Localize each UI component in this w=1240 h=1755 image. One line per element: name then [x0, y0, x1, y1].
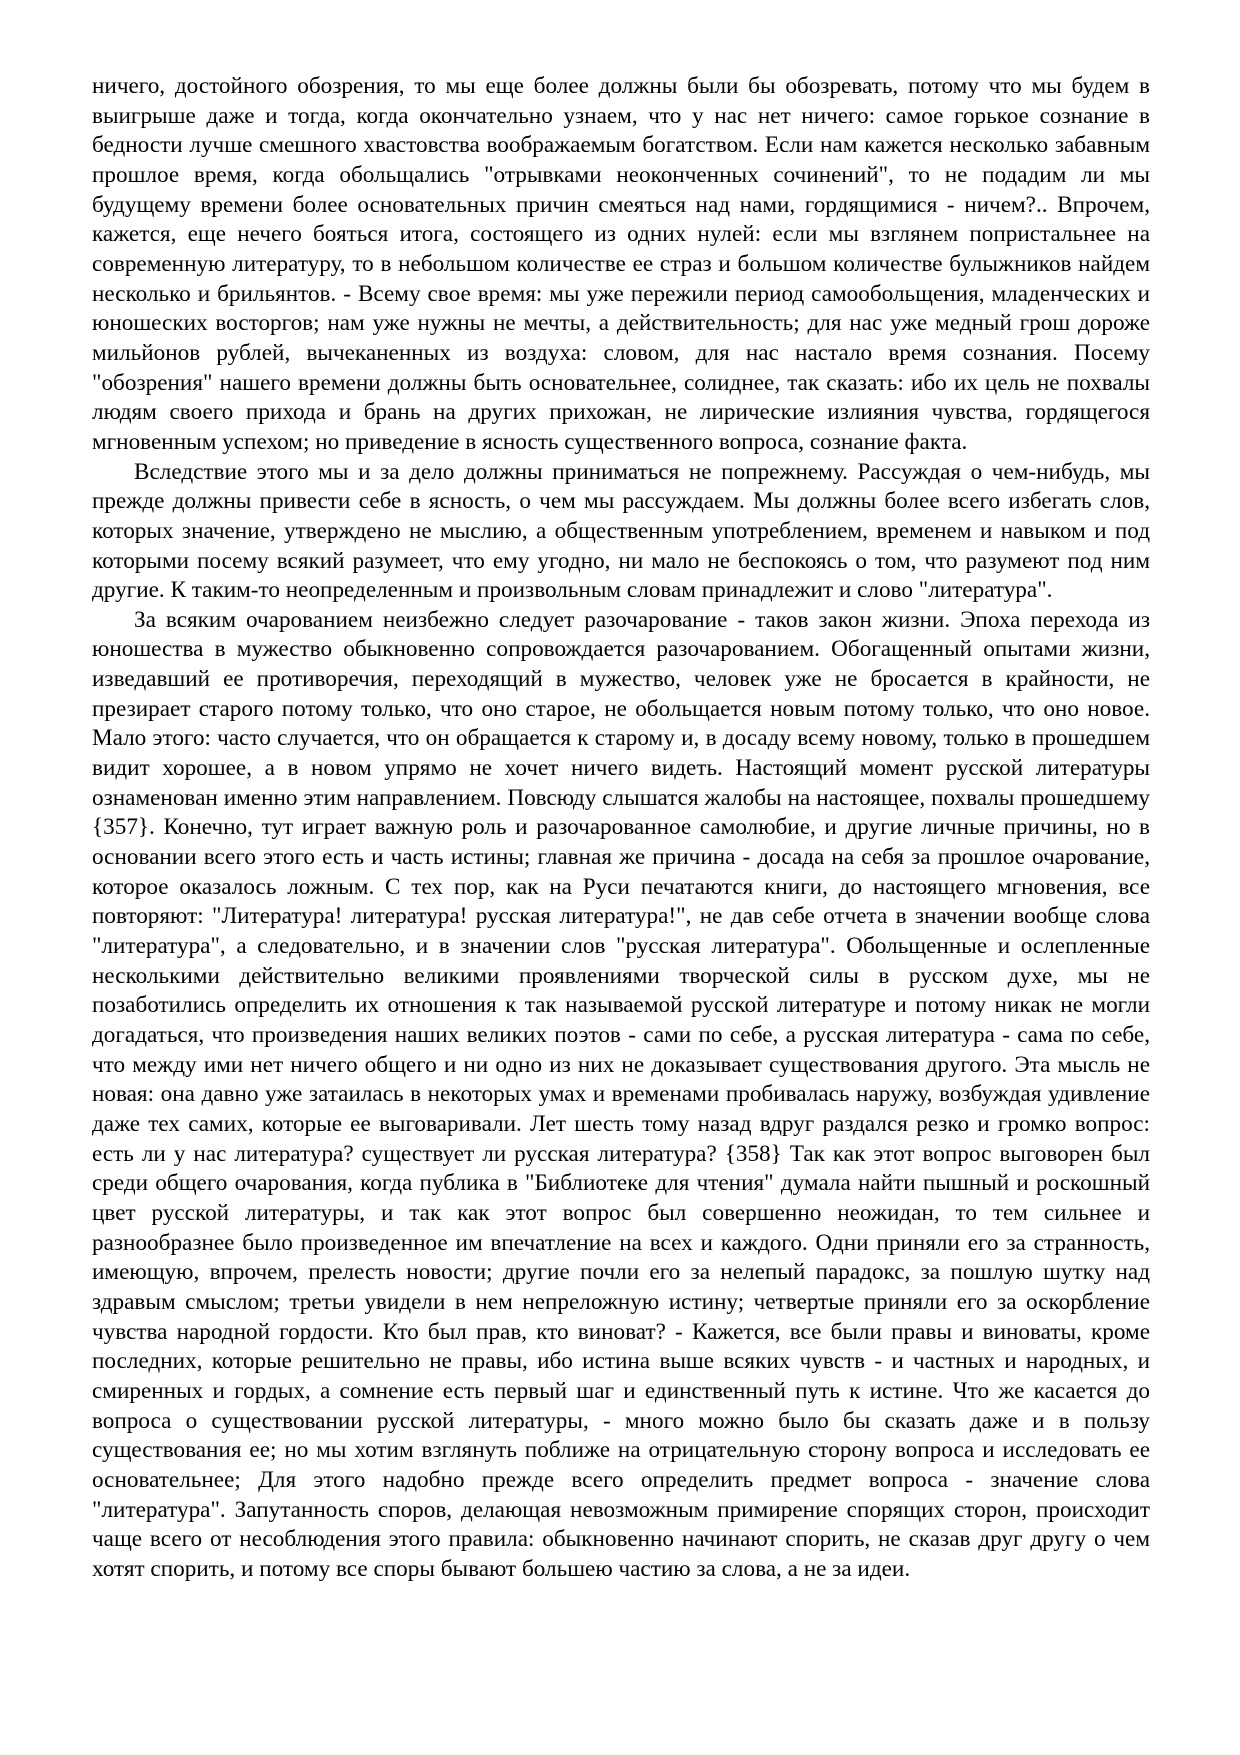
paragraph-continuation: ничего, достойного обозрения, то мы еще более должны были бы обозревать, потому что мы будем в выигрыше даже и тогда, когда окончательно узнаем, что у нас нет ничего: самое горькое сознание в бедности лучше смешного хвастовства воображаемым богатством. Если нам кажется несколько забавным прошлое время, когда обольщались "отрывками неоконченных сочинений", то не подадим ли мы будущему времени более основательных причин смеяться над нами, гордящимися - ничем?.. Впрочем, кажется, еще нечего бояться итога, состоящего из одних нулей: если мы взглянем попристальнее на современную литературу, то в небольшом количестве ее страз и большом количестве булыжников найдем несколько и брильянтов. - Всему свое время: мы уже пережили период самообольщения, младенческих и юношеских восторгов; нам уже нужны не мечты, а действительность; для нас уже медный грош дороже мильйонов рублей, вычеканенных из воздуха: словом, для нас настало время сознания. Посему "обозрения" нашего времени должны быть основательнее, солиднее, так сказать: ибо их цель не похвалы людям своего прихода и брань на других прихожан, не лирические излияния чувства, гордящегося мгновенным успехом; но приведение в ясность существенного вопроса, сознание факта. — [92, 73, 1150, 455]
paragraph-literature-definition: Вследствие этого мы и за дело должны приниматься не попрежнему. Рассуждая о чем-нибудь, мы прежде должны привести себе в ясность, о чем мы рассуждаем. Мы должны более всего избегать слов, которых значение, утверждено не мыслию, а общественным употреблением, временем и навыком и под которыми посему всякий разумеет, что ему угодно, ни мало не беспокоясь о том, что разумеют под ним другие. К таким-то неопределенным и произвольным словам принадлежит и слово "литература". — [92, 458, 1150, 604]
document-page — [92, 72, 1150, 1712]
paragraph-disenchantment: За всяким очарованием неизбежно следует разочарование - таков закон жизни. Эпоха перехода из юношества в мужество обыкновенно сопровождается разочарованием. Обогащенный опытами жизни, изведавший ее противоречия, переходящий в мужество, человек уже не бросается в крайности, не презирает старого потому только, что оно старое, не обольщается новым потому только, что оно новое. Мало этого: часто случается, что он обращается к старому и, в досаду всему новому, только в прошедшем видит хорошее, а в новом упрямо не хочет ничего видеть. Настоящий момент русской литературы ознаменован именно этим направлением. Повсюду слышатся жалобы на настоящее, похвалы прошедшему {357}. Конечно, тут играет важную роль и разочарованное самолюбие, и другие личные причины, но в основании всего этого есть и часть истины; главная же причина - досада на себя за прошлое очарование, которое оказалось ложным. С тех пор, как на Руси печатаются книги, до настоящего мгновения, все повторяют: "Литература! литература! русская литература!", не дав себе отчета в значении вообще слова "литература", а следовательно, и в значении слов "русская литература". Обольщенные и ослепленные несколькими действительно великими проявлениями творческой силы в русском духе, мы не позаботились определить их отношения к так называемой русской литературе и потому никак не могли догадаться, что произведения наших великих поэтов - сами по себе, а русская литература - сама по себе, что между ими нет ничего общего и ни одно из них не доказывает существования другого. Эта мысль не новая: она давно уже затаилась в некоторых умах и временами пробивалась наружу, возбуждая удивление даже тех самих, которые ее выговаривали. Лет шесть тому назад вдруг раздался резко и громко вопрос: есть ли у нас литература? существует ли русская литература? {358} Так как этот вопрос выговорен был среди общего очарования, когда публика в "Библиотеке для чтения" думала найти пышный и роскошный цвет русской литературы, и так как этот вопрос был совершенно неожидан, то тем сильнее и разнообразнее было произведенное им впечатление на всех и каждого. Одни приняли его за странность, имеющую, впрочем, прелесть новости; другие почли его за нелепый парадокс, за пошлую шутку над здравым смыслом; третьи увидели в нем непреложную истину; четвертые приняли его за оскорбление чувства народной гордости. Кто был прав, кто виноват? - Кажется, все были правы и виноваты, кроме последних, которые решительно не правы, ибо истина выше всяких чувств - и частных и народных, и смиренных и гордых, а сомнение есть первый шаг и единственный путь к истине. Что же касается до вопроса о существовании русской литературы, - много можно было бы сказать даже и в пользу существования ее; но мы хотим взглянуть поближе на отрицательную сторону вопроса и исследовать ее основательнее; Для этого надобно прежде всего определить предмет вопроса - значение слова "литература". Запутанность споров, делающая невозможным примирение спорящих сторон, происходит чаще всего от несоблюдения этого правила: обыкновенно начинают спорить, не сказав друг другу о чем хотят спорить, и потому все споры бывают большею частию за слова, а не за идеи. — [92, 606, 1150, 1582]
